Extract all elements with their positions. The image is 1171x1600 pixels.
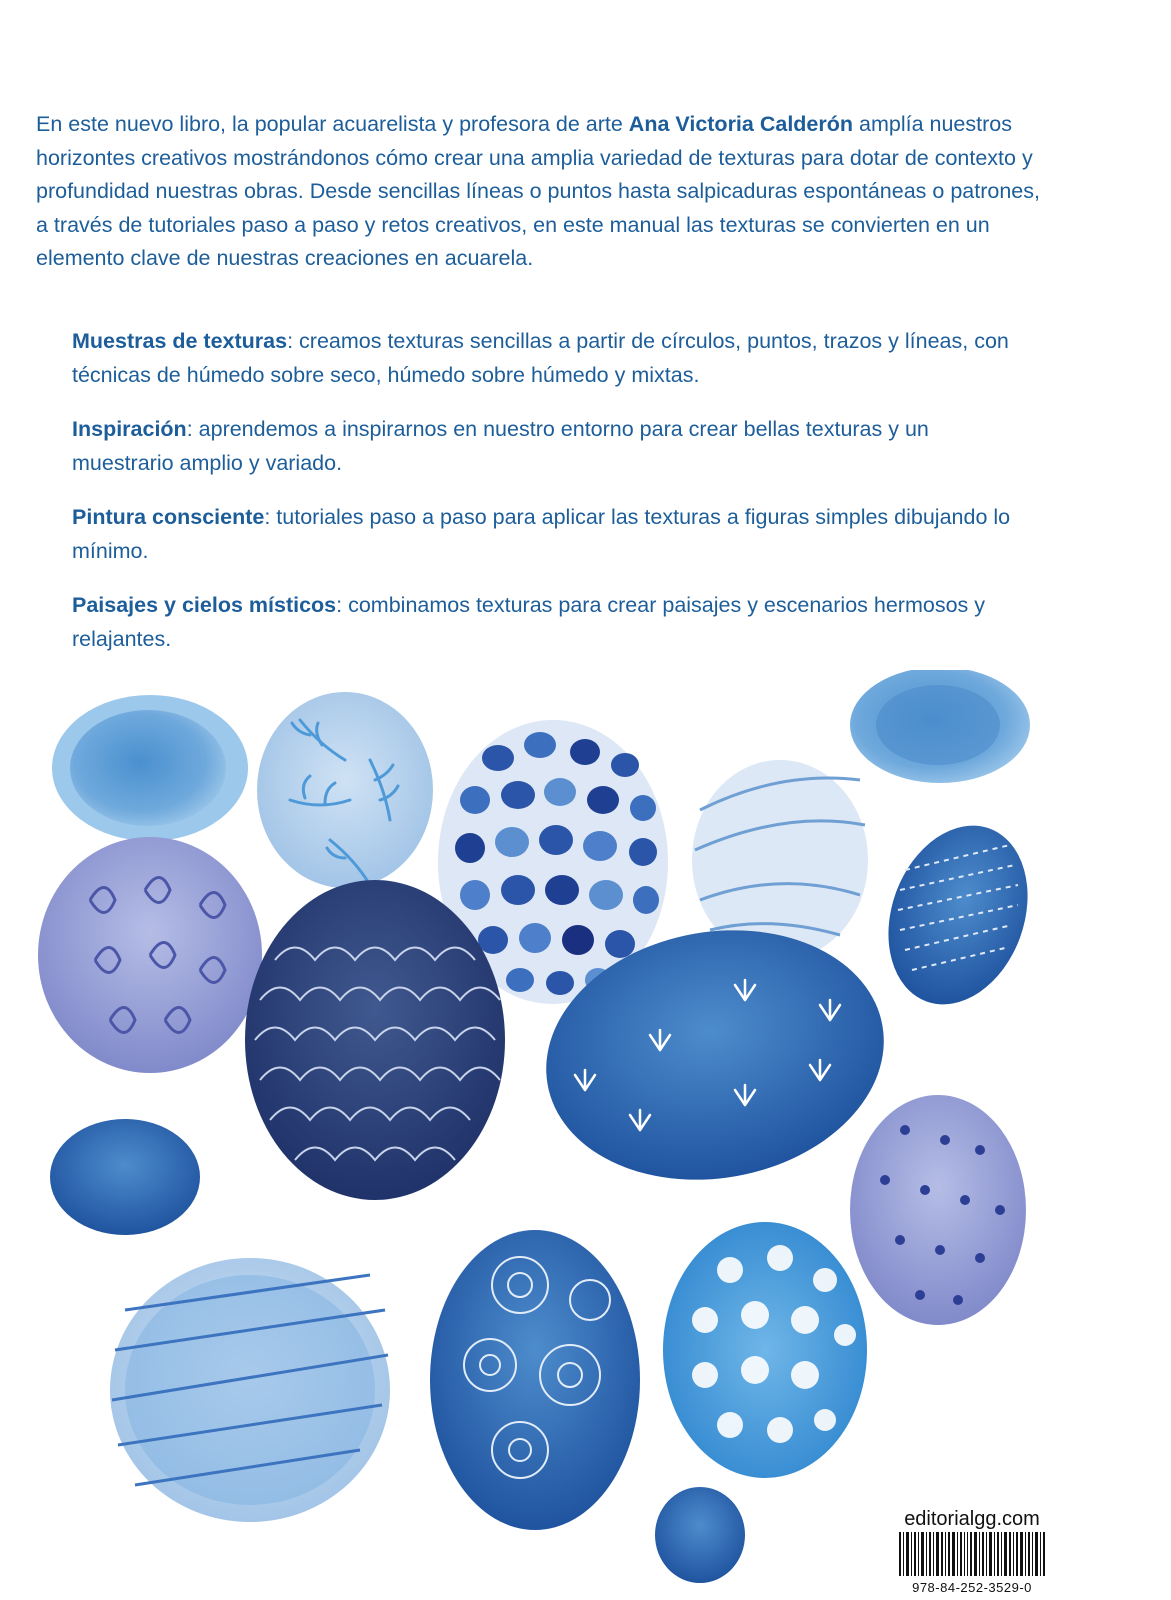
isbn-number: 978-84-252-3529-0 [912, 1580, 1032, 1595]
watercolor-stones-illustration [0, 670, 1171, 1600]
publisher-website: editorialgg.com [904, 1508, 1040, 1530]
section-text: : combinamos texturas para crear paisajes y escenarios hermosos y relajantes. [72, 593, 986, 651]
stone-pebble-small [655, 1487, 745, 1583]
author-name: Ana Victoria Calderón [628, 112, 854, 136]
section-title: Pintura consciente [72, 505, 265, 529]
isbn-barcode [897, 1532, 1047, 1576]
stone-oval-small-left [50, 1119, 200, 1235]
section-item [72, 501, 1032, 568]
stone-leaf-pattern [257, 692, 433, 888]
stone-oval-top-right [850, 670, 1030, 783]
section-item [72, 589, 1032, 656]
stone-striped-light [110, 1258, 390, 1522]
section-list [72, 325, 1032, 677]
stone-circle-pattern [430, 1230, 640, 1530]
intro-pre: En este nuevo libro, la popular acuarelista y profesora de arte [36, 112, 629, 136]
section-item [72, 413, 1032, 480]
section-title: Inspiración [72, 417, 187, 441]
section-item [72, 325, 1032, 392]
intro-paragraph [36, 108, 1046, 276]
stone-lavender-leaves [38, 837, 262, 1073]
stone-dotted-lavender [850, 1095, 1026, 1325]
section-text: : aprendemos a inspirarnos en nuestro entorno para crear bellas texturas y un muestrario amplio y variado. [72, 417, 929, 475]
intro-post: amplía nuestros horizontes creativos mostrándonos cómo crear una amplia variedad de texturas para dotar de contexto y profundidad nuestras obras. Desde sencillas líneas o puntos hasta salpicaduras espontáneas o patrones, a través de tutoriales paso a paso y retos creativos, en este manual las texturas se convierten en un elemento clave de nuestras creaciones en acuarela. [36, 112, 1040, 270]
stone-oval-top-left [52, 695, 248, 841]
stone-navy-dashes [865, 806, 1052, 1024]
section-text: : creamos texturas sencillas a partir de círculos, puntos, trazos y líneas, con técnicas de húmedo sobre seco, húmedo sobre húmedo y mixtas. [72, 329, 1009, 387]
section-title: Muestras de texturas [72, 329, 288, 353]
stone-polka-dots [663, 1222, 867, 1478]
stone-pale-lines [692, 760, 868, 960]
section-title: Paisajes y cielos místicos [72, 593, 337, 617]
section-text: : tutoriales paso a paso para aplicar las texturas a figuras simples dibujando lo mínimo. [72, 505, 1011, 563]
stone-scales-pattern [245, 880, 505, 1200]
